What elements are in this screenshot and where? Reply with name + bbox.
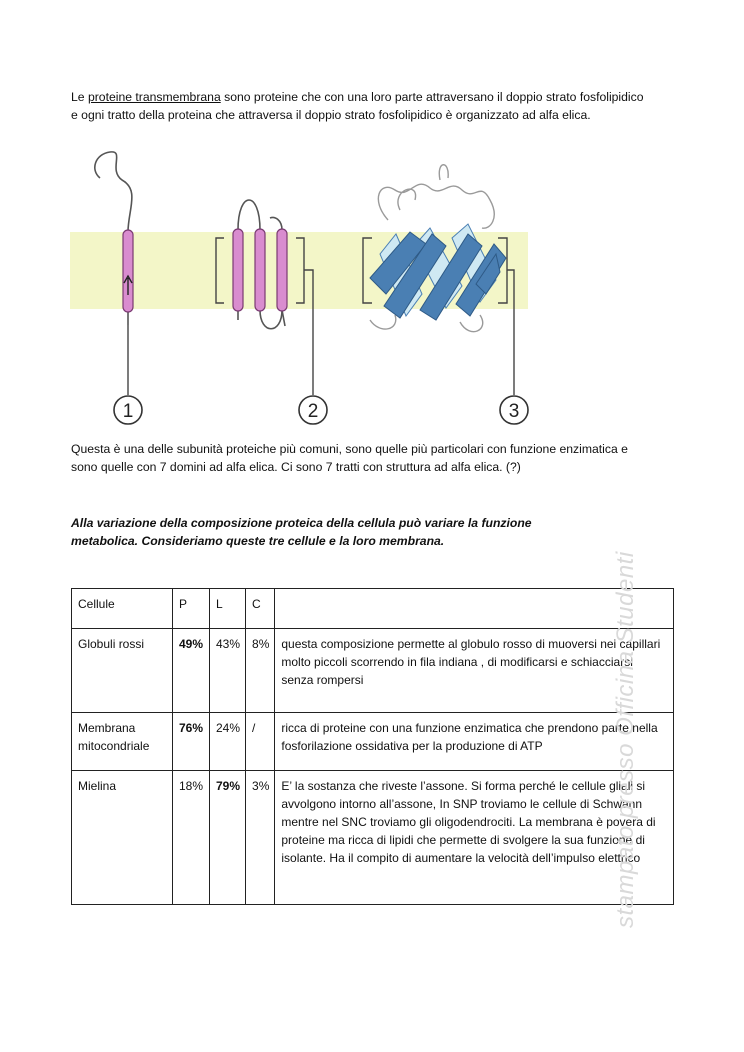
cell-p: 76% bbox=[173, 713, 210, 771]
protein1-loop bbox=[95, 152, 132, 232]
watermark: stampato presso Officina Studenti bbox=[612, 551, 639, 928]
cell-note: E’ la sostanza che riveste l’assone. Si forma perché le cellule gliali si avvolgono intorno all’assone, In SNP troviamo le cellule di Schwann mentre nel SNC troviamo gli oligodendrociti. La membrana è povera di proteine ma ricca di lipidi che permette di svolgere la sua funzione di isolante. Ha il compito di aumentare la velocità dell’impulso elettrico bbox=[275, 771, 674, 905]
membrane-composition-table bbox=[71, 588, 674, 905]
cell-note: questa composizione permette al globulo rosso di muoversi nei capillari molto piccoli scorrendo in fila indiana , di modificarsi e schiacciarsi senza rompersi bbox=[275, 629, 674, 713]
header-c: C bbox=[246, 589, 275, 629]
transmembrane-proteins-link[interactable]: proteine transmembrana bbox=[87, 90, 221, 104]
header-l: L bbox=[210, 589, 246, 629]
cell-c: 3% bbox=[246, 771, 275, 905]
cell-name: Globuli rossi bbox=[72, 629, 173, 713]
transmembrane-proteins-figure bbox=[70, 150, 532, 430]
cell-name: Mielina bbox=[72, 771, 173, 905]
intro-paragraph: Le proteine transmembrana sono proteine che con una loro parte attraversano il doppio strato fosfolipidico e ogni tratto della proteina che attraversa il doppio strato fosfolipidico è organizzato ad alfa elica. bbox=[71, 90, 644, 122]
label-1: 1 bbox=[122, 401, 134, 422]
subunit-paragraph: Questa è una delle subunità proteiche più comuni, sono quelle più particolari con funzione enzimatica e sono quelle con 7 domini ad alfa elica. Ci sono 7 tratti con struttura ad alfa elica. (?) bbox=[71, 442, 628, 474]
protein2-helix-2 bbox=[255, 229, 265, 311]
label-3: 3 bbox=[508, 401, 520, 422]
table-row bbox=[72, 629, 674, 713]
cell-c: / bbox=[246, 713, 275, 771]
protein1-helix bbox=[123, 230, 133, 312]
cell-note: ricca di proteine con una funzione enzimatica che prendono parte nella fosforilazione ossidativa per la produzione di ATP bbox=[275, 713, 674, 771]
table-row bbox=[72, 771, 674, 905]
table-row bbox=[72, 713, 674, 771]
cell-l: 79% bbox=[210, 771, 246, 905]
header-cellule: Cellule bbox=[72, 589, 173, 629]
cell-name: Membrana mitocondriale bbox=[72, 713, 173, 771]
header-p: P bbox=[173, 589, 210, 629]
cell-l: 43% bbox=[210, 629, 246, 713]
section-heading: Alla variazione della composizione proteica della cellula può variare la funzione metabolica. Consideriamo queste tre cellule e la loro membrana. bbox=[71, 516, 532, 548]
label-2: 2 bbox=[307, 401, 319, 422]
table-header-row bbox=[72, 589, 674, 629]
cell-l: 24% bbox=[210, 713, 246, 771]
protein2-helix-3 bbox=[277, 229, 287, 311]
cell-p: 18% bbox=[173, 771, 210, 905]
protein2-helix-1 bbox=[233, 229, 243, 311]
cell-c: 8% bbox=[246, 629, 275, 713]
cell-p: 49% bbox=[173, 629, 210, 713]
